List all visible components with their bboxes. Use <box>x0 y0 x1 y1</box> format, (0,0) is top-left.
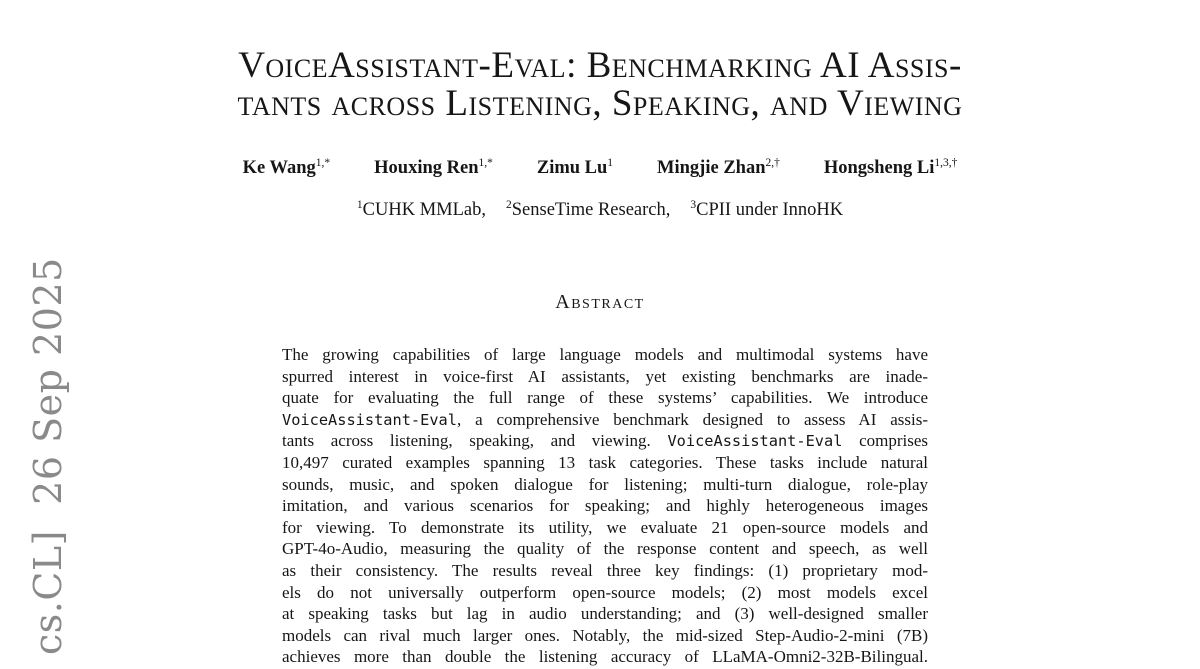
arxiv-stamp: cs.CL] 26 Sep 2025 <box>26 257 70 655</box>
abstract-line: as their consistency. The results reveal three key findings: (1) proprietary mod- <box>282 560 928 580</box>
author-name: Zimu Lu <box>536 158 608 178</box>
monospace-benchmark-name: VoiceAssistant-Eval <box>667 432 843 451</box>
affiliation-name: SenseTime Research, <box>511 200 671 220</box>
abstract-line: els do not universally outperform open-source models; (2) most models excel <box>282 582 928 602</box>
abstract-line: models can rival much larger ones. Notably, the mid-sized Step-Audio-2-mini (7B) <box>282 625 928 645</box>
author-affiliation-marker: 1 <box>607 156 614 169</box>
abstract-line-clipped: achieves more than double the listening accuracy of LLaMA-Omni2-32B-Bilingual. <box>282 647 928 667</box>
abstract-line: spurred interest in voice-first AI assistants, yet existing benchmarks are inade- <box>282 366 928 386</box>
author-name: Houxing Ren <box>374 158 479 178</box>
author-row <box>0 156 1200 180</box>
author-affiliation-marker: 2,† <box>765 156 780 169</box>
abstract-line: for viewing. To demonstrate its utility, we evaluate 21 open-source models and <box>282 517 928 537</box>
monospace-benchmark-name: VoiceAssistant-Eval <box>282 410 457 429</box>
author-name: Hongsheng Li <box>823 158 935 178</box>
affiliation-row <box>0 198 1200 222</box>
abstract-line: 10,497 curated examples spanning 13 task categories. These tasks include natural <box>282 452 928 472</box>
abstract-line: imitation, and various scenarios for speaking; and highly heterogeneous images <box>282 496 928 516</box>
abstract-line: at speaking tasks but lag in audio understanding; and (3) well-designed smaller <box>282 604 928 624</box>
abstract-line: VoiceAssistant-Eval, a comprehensive benchmark designed to assess AI assis- <box>282 409 928 429</box>
abstract-line: GPT-4o-Audio, measuring the quality of the response content and speech, as well <box>282 539 928 559</box>
affiliation <box>357 198 486 222</box>
title-line-1: VoiceAssistant-Eval: Benchmarking AI Assis- <box>238 45 962 86</box>
author <box>537 156 613 180</box>
author <box>824 156 958 180</box>
abstract-line: quate for evaluating the full range of these systems’ capabilities. We introduce <box>282 388 928 408</box>
affiliation <box>690 198 843 222</box>
title-line-2: tants across Listening, Speaking, and Viewing <box>237 82 963 124</box>
affiliation-marker: 3 <box>690 198 697 211</box>
author-name: Mingjie Zhan <box>657 158 766 178</box>
author <box>243 156 331 180</box>
affiliation-marker: 2 <box>506 198 512 211</box>
abstract-body <box>282 344 928 668</box>
author-name: Ke Wang <box>242 158 316 178</box>
affiliation <box>506 198 670 222</box>
abstract-line: tants across listening, speaking, and viewing. VoiceAssistant-Eval comprises <box>282 431 929 451</box>
affiliation-name: CUHK MMLab, <box>362 200 487 220</box>
abstract-heading: Abstract <box>555 291 645 313</box>
author-affiliation-marker: 1,* <box>315 156 331 169</box>
author-affiliation-marker: 1,* <box>478 156 493 169</box>
affiliation-name: CPII under InnoHK <box>696 200 844 220</box>
author-affiliation-marker: 1,3,† <box>934 156 958 169</box>
paper-title <box>0 47 1200 122</box>
abstract-line: sounds, music, and spoken dialogue for listening; multi-turn dialogue, role-play <box>282 474 928 494</box>
affiliation-marker: 1 <box>356 198 363 211</box>
author <box>374 156 493 180</box>
author <box>657 156 780 180</box>
abstract-line: The growing capabilities of large language models and multimodal systems have <box>282 345 928 364</box>
